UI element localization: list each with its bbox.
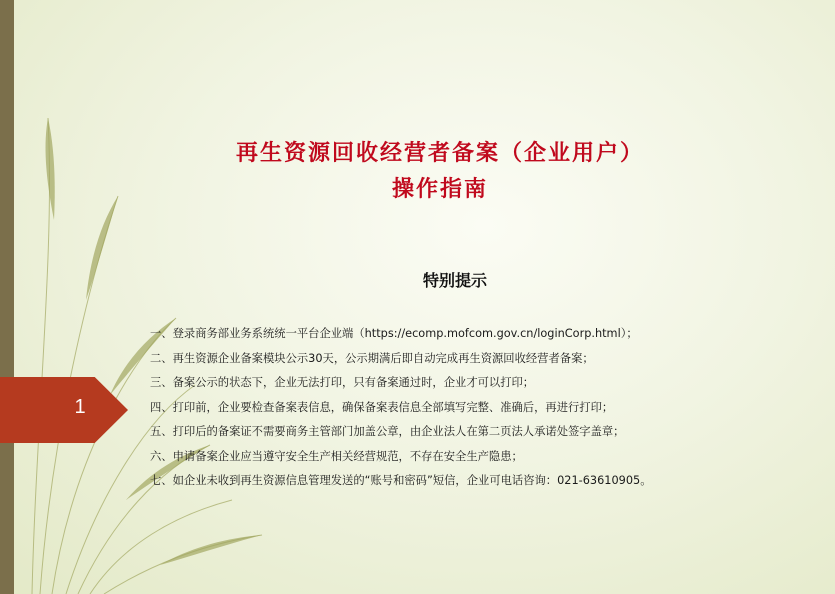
- slide-subtitle: 操作指南: [391, 176, 488, 202]
- notice-item: 七、如企业未收到再生资源信息管理发送的“账号和密码”短信，企业可电话咨询：021-63610905。: [150, 474, 652, 487]
- notice-item: 六、申请备案企业应当遵守安全生产相关经营规范，不存在安全生产隐患；: [150, 449, 523, 463]
- notice-item: 三、备案公示的状态下，企业无法打印，只有备案通过时，企业才可以打印；: [150, 376, 535, 389]
- page-number: 1: [74, 396, 86, 418]
- slide-title: 再生资源回收经营者备案（企业用户）: [235, 140, 644, 166]
- notice-item: 四、打印前，企业要检查备案表信息，确保备案表信息全部填写完整、准确后，再进行打印；: [150, 400, 614, 414]
- notice-heading: 特别提示: [422, 271, 487, 290]
- notice-item: 五、打印后的备案证不需要商务主管部门加盖公章，由企业法人在第二页法人承诺处签字盖章；: [150, 425, 625, 438]
- notice-item: 一、登录商务部业务系统统一平台企业端（https://ecomp.mofcom.gov.cn/loginCorp.html）；: [150, 327, 638, 340]
- notice-item: 二、再生资源企业备案模块公示30天，公示期满后即自动完成再生资源回收经营者备案；: [150, 351, 594, 365]
- notice-list: [150, 322, 820, 494]
